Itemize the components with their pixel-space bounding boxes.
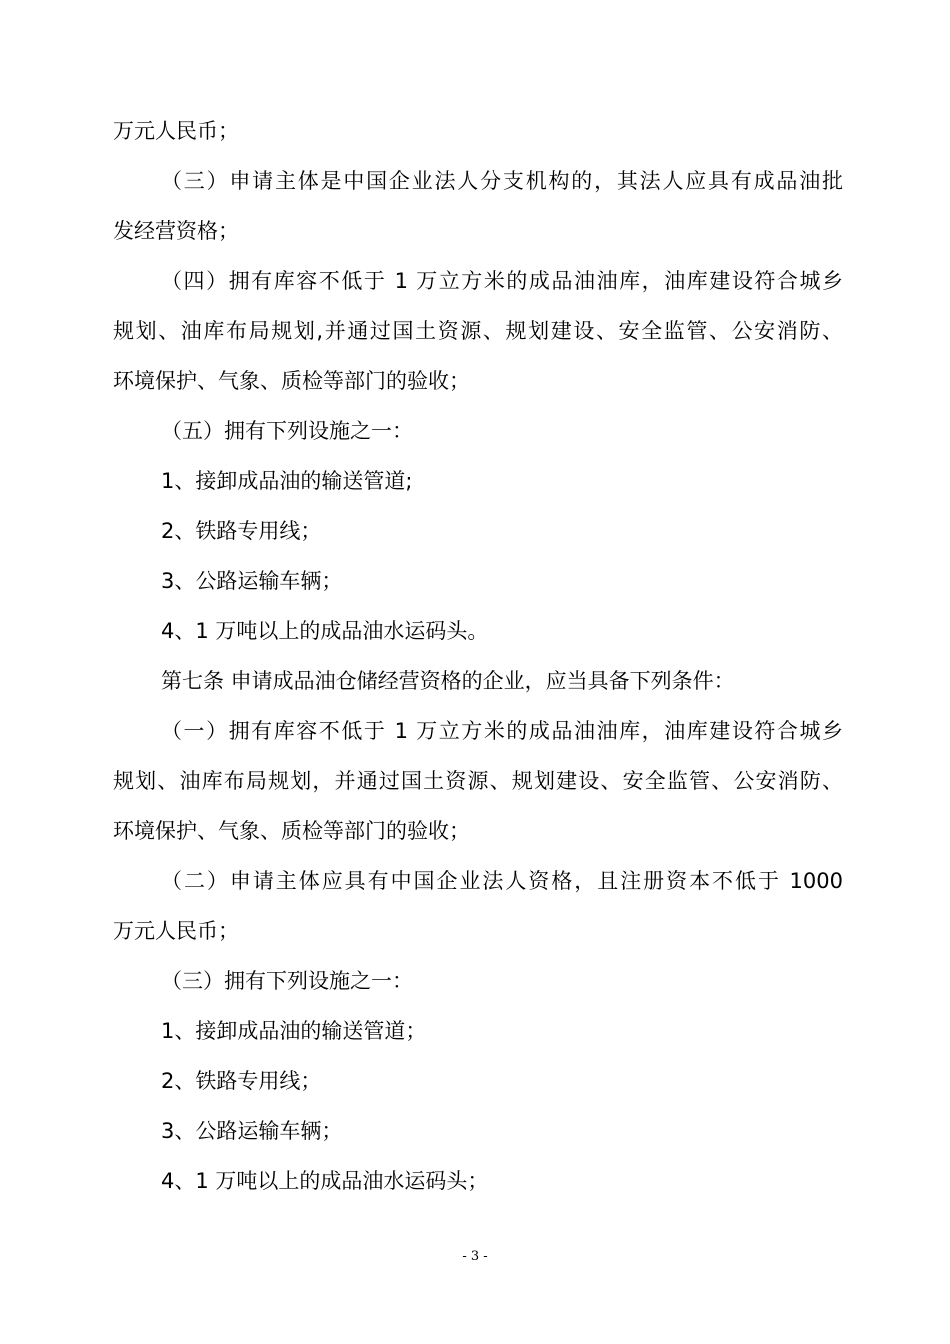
text-line: 3、公路运输车辆； — [161, 569, 343, 593]
text-line: 发经营资格； — [113, 219, 239, 243]
text-line: 4、1 万吨以上的成品油水运码头； — [161, 1169, 489, 1193]
text-line: （三）拥有下列设施之一： — [161, 969, 413, 993]
text-line: 环境保护、气象、质检等部门的验收； — [113, 369, 470, 393]
text-line: （三）申请主体是中国企业法人分支机构的，其法人应具有成品油批 — [161, 169, 843, 193]
text-line: 万元人民币； — [113, 119, 239, 143]
text-line: （四）拥有库容不低于 1 万立方米的成品油油库，油库建设符合城乡 — [161, 269, 843, 293]
text-line: （五）拥有下列设施之一： — [161, 419, 413, 443]
text-line: 2、铁路专用线； — [161, 1069, 322, 1093]
text-line: 万元人民币； — [113, 919, 239, 943]
text-line: 1、接卸成品油的输送管道; — [161, 469, 413, 493]
text-line: 第七条 申请成品油仓储经营资格的企业，应当具备下列条件： — [161, 669, 735, 693]
text-line: 1、接卸成品油的输送管道； — [161, 1019, 427, 1043]
text-line: 规划、油库布局规划，并通过国土资源、规划建设、安全监管、公安消防、 — [113, 769, 843, 793]
page-number: - 3 - — [462, 1249, 488, 1264]
text-line: 环境保护、气象、质检等部门的验收； — [113, 819, 470, 843]
text-line: 3、公路运输车辆； — [161, 1119, 343, 1143]
text-line: （一）拥有库容不低于 1 万立方米的成品油油库，油库建设符合城乡 — [161, 719, 843, 743]
document-body — [113, 106, 843, 1206]
text-line: 4、1 万吨以上的成品油水运码头。 — [161, 619, 489, 643]
text-line: 2、铁路专用线； — [161, 519, 322, 543]
text-line: 规划、油库布局规划,并通过国土资源、规划建设、安全监管、公安消防、 — [113, 319, 843, 343]
text-line: （二）申请主体应具有中国企业法人资格，且注册资本不低于 1000 — [161, 869, 843, 893]
